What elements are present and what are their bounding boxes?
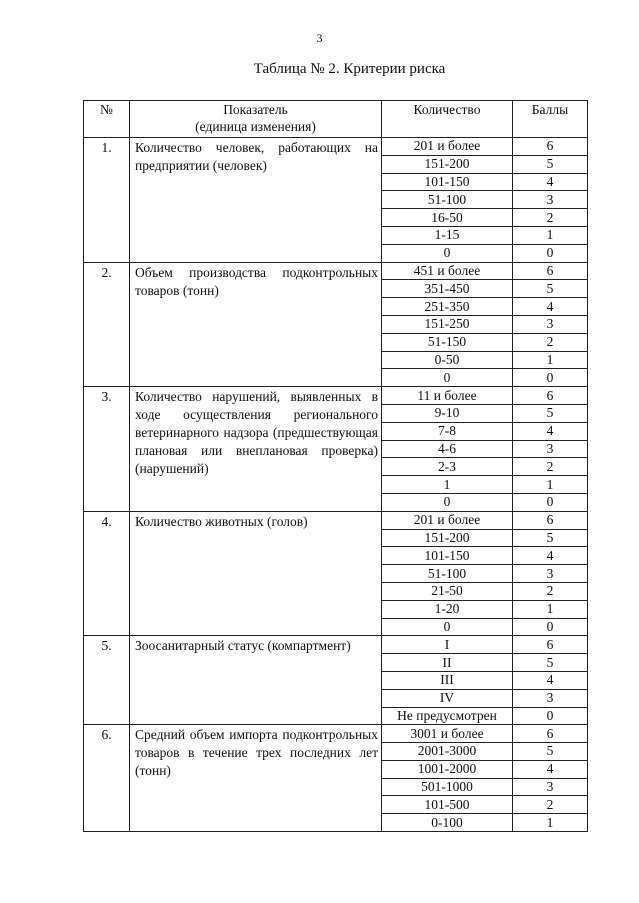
quantity-cell: 351-450 <box>382 280 513 298</box>
quantity-cell: 11 и более <box>382 387 513 405</box>
header-quantity: Количество <box>382 101 513 138</box>
table-row <box>84 138 588 156</box>
quantity-cell: 51-150 <box>382 333 513 351</box>
score-cell: 3 <box>513 689 588 707</box>
score-cell: 5 <box>513 155 588 173</box>
score-cell: 5 <box>513 280 588 298</box>
score-cell: 4 <box>513 547 588 565</box>
table-title: Таблица № 2. Критерии риска <box>253 61 446 77</box>
score-cell: 5 <box>513 743 588 761</box>
quantity-cell: 7-8 <box>382 422 513 440</box>
quantity-cell: 1-15 <box>382 226 513 244</box>
score-cell: 3 <box>513 191 588 209</box>
quantity-cell: 0 <box>382 493 513 511</box>
score-cell: 0 <box>513 707 588 725</box>
score-cell: 2 <box>513 458 588 476</box>
quantity-cell: 201 и более <box>382 511 513 529</box>
score-cell: 2 <box>513 333 588 351</box>
quantity-cell: 451 и более <box>382 262 513 280</box>
quantity-cell: 0-50 <box>382 351 513 369</box>
quantity-cell: 16-50 <box>382 209 513 227</box>
quantity-cell: 251-350 <box>382 298 513 316</box>
score-cell: 6 <box>513 262 588 280</box>
score-cell: 5 <box>513 404 588 422</box>
score-cell: 2 <box>513 209 588 227</box>
criterion-indicator: Количество человек, работающих на предприятии (человек) <box>130 138 382 263</box>
quantity-cell: 51-100 <box>382 565 513 583</box>
quantity-cell: 2-3 <box>382 458 513 476</box>
score-cell: 1 <box>513 814 588 832</box>
score-cell: 0 <box>513 369 588 387</box>
quantity-cell: 1001-2000 <box>382 760 513 778</box>
criterion-indicator: Объем производства подконтрольных товаров (тонн) <box>130 262 382 387</box>
quantity-cell: 1 <box>382 476 513 494</box>
quantity-cell: 501-1000 <box>382 778 513 796</box>
score-cell: 3 <box>513 440 588 458</box>
header-indicator <box>130 101 382 138</box>
criterion-number: 4. <box>84 511 130 636</box>
criterion-number: 1. <box>84 138 130 263</box>
header-indicator-line2: (единица изменения) <box>195 119 316 134</box>
score-cell: 1 <box>513 226 588 244</box>
quantity-cell: 1-20 <box>382 600 513 618</box>
score-cell: 4 <box>513 422 588 440</box>
score-cell: 6 <box>513 387 588 405</box>
header-indicator-line1: Показатель <box>223 102 288 117</box>
table-row <box>84 636 588 654</box>
quantity-cell: I <box>382 636 513 654</box>
score-cell: 0 <box>513 493 588 511</box>
criterion-number: 2. <box>84 262 130 387</box>
criterion-number: 3. <box>84 387 130 512</box>
quantity-cell: 151-200 <box>382 529 513 547</box>
criterion-number: 5. <box>84 636 130 725</box>
score-cell: 6 <box>513 138 588 156</box>
score-cell: 1 <box>513 600 588 618</box>
quantity-cell: 3001 и более <box>382 725 513 743</box>
score-cell: 2 <box>513 796 588 814</box>
score-cell: 3 <box>513 778 588 796</box>
header-number: № <box>84 101 130 138</box>
page-number: 3 <box>316 31 323 45</box>
table-row <box>84 511 588 529</box>
table-row <box>84 725 588 743</box>
quantity-cell: 9-10 <box>382 404 513 422</box>
score-cell: 4 <box>513 298 588 316</box>
quantity-cell: 0 <box>382 244 513 262</box>
score-cell: 1 <box>513 351 588 369</box>
table-row <box>84 262 588 280</box>
quantity-cell: 101-500 <box>382 796 513 814</box>
quantity-cell: 0 <box>382 369 513 387</box>
quantity-cell: 201 и более <box>382 138 513 156</box>
score-cell: 4 <box>513 760 588 778</box>
criterion-indicator: Количество животных (голов) <box>130 511 382 636</box>
quantity-cell: 101-150 <box>382 173 513 191</box>
score-cell: 0 <box>513 244 588 262</box>
quantity-cell: 51-100 <box>382 191 513 209</box>
quantity-cell: 21-50 <box>382 582 513 600</box>
table-body <box>84 138 588 832</box>
score-cell: 4 <box>513 173 588 191</box>
quantity-cell: 151-200 <box>382 155 513 173</box>
score-cell: 6 <box>513 725 588 743</box>
quantity-cell: 101-150 <box>382 547 513 565</box>
score-cell: 0 <box>513 618 588 636</box>
quantity-cell: 151-250 <box>382 315 513 333</box>
score-cell: 3 <box>513 565 588 583</box>
score-cell: 6 <box>513 636 588 654</box>
quantity-cell: 0 <box>382 618 513 636</box>
score-cell: 2 <box>513 582 588 600</box>
score-cell: 1 <box>513 476 588 494</box>
risk-criteria-table <box>83 100 588 832</box>
criterion-indicator: Зоосанитарный статус (компартмент) <box>130 636 382 725</box>
quantity-cell: II <box>382 654 513 672</box>
table-header-row <box>84 101 588 138</box>
quantity-cell: 4-6 <box>382 440 513 458</box>
table-row <box>84 387 588 405</box>
quantity-cell: 2001-3000 <box>382 743 513 761</box>
score-cell: 5 <box>513 654 588 672</box>
score-cell: 5 <box>513 529 588 547</box>
header-score: Баллы <box>513 101 588 138</box>
score-cell: 4 <box>513 671 588 689</box>
criterion-indicator: Средний объем импорта подконтрольных товаров в течение трех последних лет (тонн) <box>130 725 382 832</box>
criterion-number: 6. <box>84 725 130 832</box>
criterion-indicator: Количество нарушений, выявленных в ходе осуществления регионального ветеринарного надзора (предшествующая плановая или внеплановая проверка) (нарушений) <box>130 387 382 512</box>
score-cell: 6 <box>513 511 588 529</box>
quantity-cell: IV <box>382 689 513 707</box>
quantity-cell: Не предусмотрен <box>382 707 513 725</box>
quantity-cell: 0-100 <box>382 814 513 832</box>
quantity-cell: III <box>382 671 513 689</box>
score-cell: 3 <box>513 315 588 333</box>
